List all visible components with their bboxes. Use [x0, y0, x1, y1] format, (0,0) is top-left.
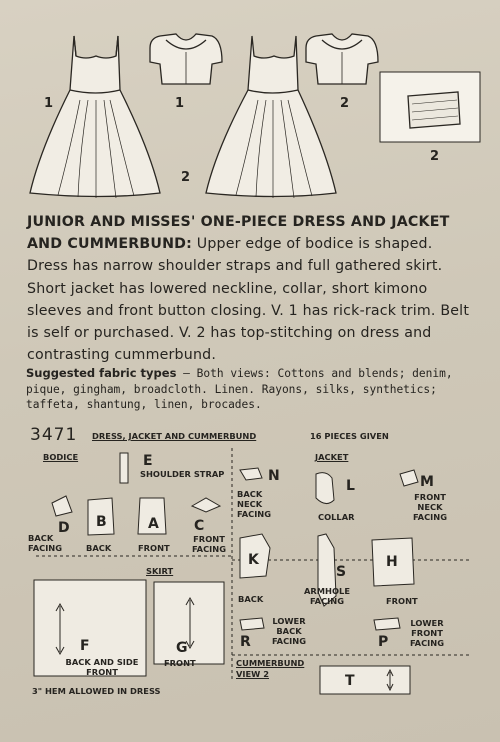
piece-E-name: SHOULDER STRAP: [140, 469, 225, 479]
piece-R-letter: R: [240, 634, 251, 650]
piece-B-name: BACK: [86, 543, 112, 553]
piece-G-name: FRONT: [164, 658, 196, 668]
piece-C-name: FRONT FACING: [191, 534, 227, 554]
hem-note: 3" HEM ALLOWED IN DRESS: [32, 686, 161, 696]
section-skirt: SKIRT: [146, 566, 174, 576]
piece-S-letter: S: [336, 564, 347, 580]
piece-S-name: ARMHOLE FACING: [303, 586, 351, 606]
view-label-dress-1: 1: [44, 96, 54, 111]
piece-G-letter: G: [176, 640, 188, 656]
piece-L-letter: L: [346, 478, 355, 494]
piece-A-letter: A: [148, 516, 159, 532]
piece-F-name: BACK AND SIDE FRONT: [65, 657, 139, 677]
pieces-given: 16 PIECES GIVEN: [310, 431, 389, 441]
piece-C-letter: C: [194, 518, 205, 534]
piece-P-letter: P: [378, 634, 389, 650]
piece-N-letter: N: [268, 468, 280, 484]
view-label-cummerbund-2: 2: [430, 149, 440, 164]
piece-K-name: BACK: [238, 594, 264, 604]
view-label-jacket-1: 1: [175, 96, 185, 111]
section-view2: VIEW 2: [236, 669, 269, 679]
section-cummerbund: CUMMERBUND: [236, 658, 305, 668]
piece-M-name: FRONT NECK FACING: [412, 492, 448, 522]
piece-N-name: BACK NECK FACING: [237, 489, 272, 519]
piece-B-letter: B: [96, 514, 107, 530]
section-jacket: JACKET: [315, 452, 349, 462]
description-heading: JUNIOR AND MISSES' ONE-PIECE DRESS AND JACKET AND CUMMERBUND:: [27, 214, 450, 253]
piece-P-name: LOWER FRONT FACING: [409, 618, 445, 648]
piece-A-name: FRONT: [138, 543, 170, 553]
piece-D-letter: D: [58, 520, 70, 536]
view-label-jacket-2: 2: [340, 96, 350, 111]
fabrics-text: — Both views: Cottons and blends; denim, pique, gingham, broadcloth. Linen. Rayons, silks, synthetics; taffeta, shantung, linen, brocades.: [26, 367, 453, 411]
piece-L-name: COLLAR: [318, 512, 355, 522]
piece-M-letter: M: [420, 474, 434, 490]
piece-T-letter: T: [345, 673, 355, 689]
piece-D-name: BACK FACING: [28, 533, 63, 553]
pattern-number: 3471: [30, 425, 78, 445]
view-label-dress-2: 2: [181, 170, 191, 185]
piece-H-letter: H: [386, 554, 398, 570]
description-body: Upper edge of bodice is shaped. Dress has narrow shoulder straps and full gathered skirt. Short jacket has lowered neckline, collar, short kimono sleeves and front button closing. V. 1 has rick-rack trim. Belt is self or purchased. V. 2 has top-stitching on dress and contrasting cummerbund.: [27, 236, 470, 364]
layout-title: DRESS, JACKET AND CUMMERBUND: [92, 431, 257, 441]
piece-H-name: FRONT: [386, 596, 418, 606]
section-bodice: BODICE: [43, 452, 79, 462]
piece-R-name: LOWER BACK FACING: [271, 616, 307, 646]
piece-E-letter: E: [143, 453, 153, 469]
piece-F-letter: F: [80, 638, 90, 654]
fabrics-heading: Suggested fabric types: [26, 366, 177, 380]
piece-K-letter: K: [248, 552, 259, 568]
